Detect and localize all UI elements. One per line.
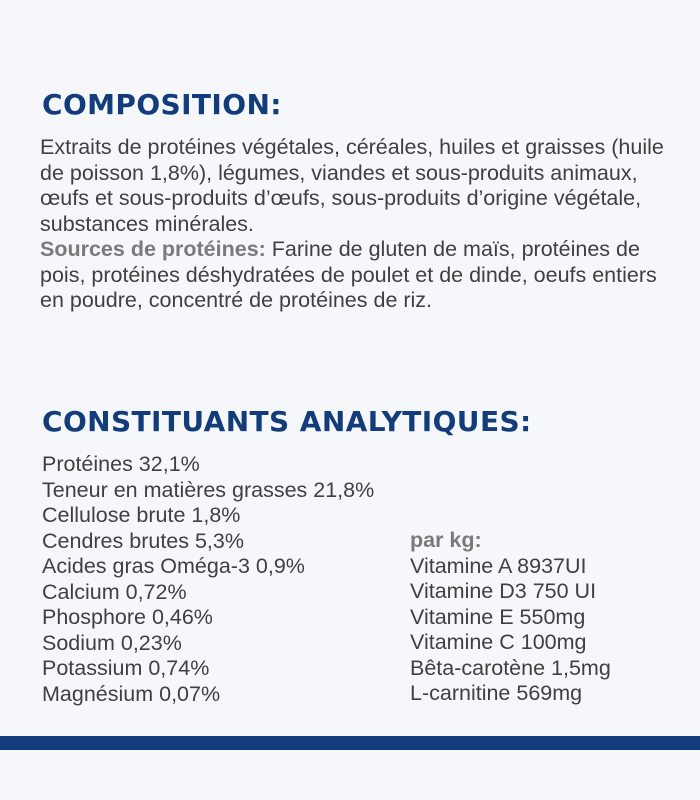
composition-text (40, 135, 680, 314)
vitamins-header: par kg: (410, 528, 482, 552)
vitamin-item: Bêta-carotène 1,5mg (410, 655, 611, 680)
vitamin-item: Vitamine D3 750 UI (410, 579, 597, 603)
vitamin-item: Vitamine C 100mg (410, 630, 587, 654)
analytic-item: Cellulose brute 1,8% (42, 503, 241, 527)
composition-body: Extraits de protéines végétales, céréales, huiles et graisses (huile de poisson 1,8%), légumes, viandes et sous-produits animaux, œufs et sous-produits d’œufs, sous-produits d’origine végétale, substances minérales. (40, 135, 664, 236)
protein-sources-label: Sources de protéines: (40, 237, 266, 261)
analytic-item: Acides gras Oméga-3 0,9% (42, 554, 305, 578)
protein-sources-text: Farine de gluten de maïs, protéines de pois, protéines déshydratées de poulet et de dinde, oeufs entiers en poudre, concentré de protéines de riz. (40, 237, 657, 312)
analytic-item: Calcium 0,72% (42, 579, 187, 604)
composition-title: COMPOSITION: (42, 88, 282, 121)
protein-sources (40, 237, 680, 314)
analytic-item: Sodium 0,23% (42, 630, 182, 655)
footer-bar (0, 736, 700, 750)
analytic-item: Phosphore 0,46% (42, 605, 213, 629)
analytic-item: Magnésium 0,07% (42, 681, 221, 706)
analytic-item: Cendres brutes 5,3% (42, 528, 244, 553)
vitamin-item: Vitamine E 550mg (410, 604, 586, 629)
analytic-item: Protéines 32,1% (42, 452, 200, 476)
analytic-item: Teneur en matières grasses 21,8% (42, 477, 375, 502)
analytic-item: Potassium 0,74% (42, 656, 210, 680)
analytic-title: CONSTITUANTS ANALYTIQUES: (42, 405, 532, 438)
analytic-list (42, 452, 374, 707)
vitamin-item: Vitamine A 8937UI (410, 553, 587, 578)
vitamin-list (410, 528, 611, 707)
vitamin-item: L-carnitine 569mg (410, 681, 583, 705)
